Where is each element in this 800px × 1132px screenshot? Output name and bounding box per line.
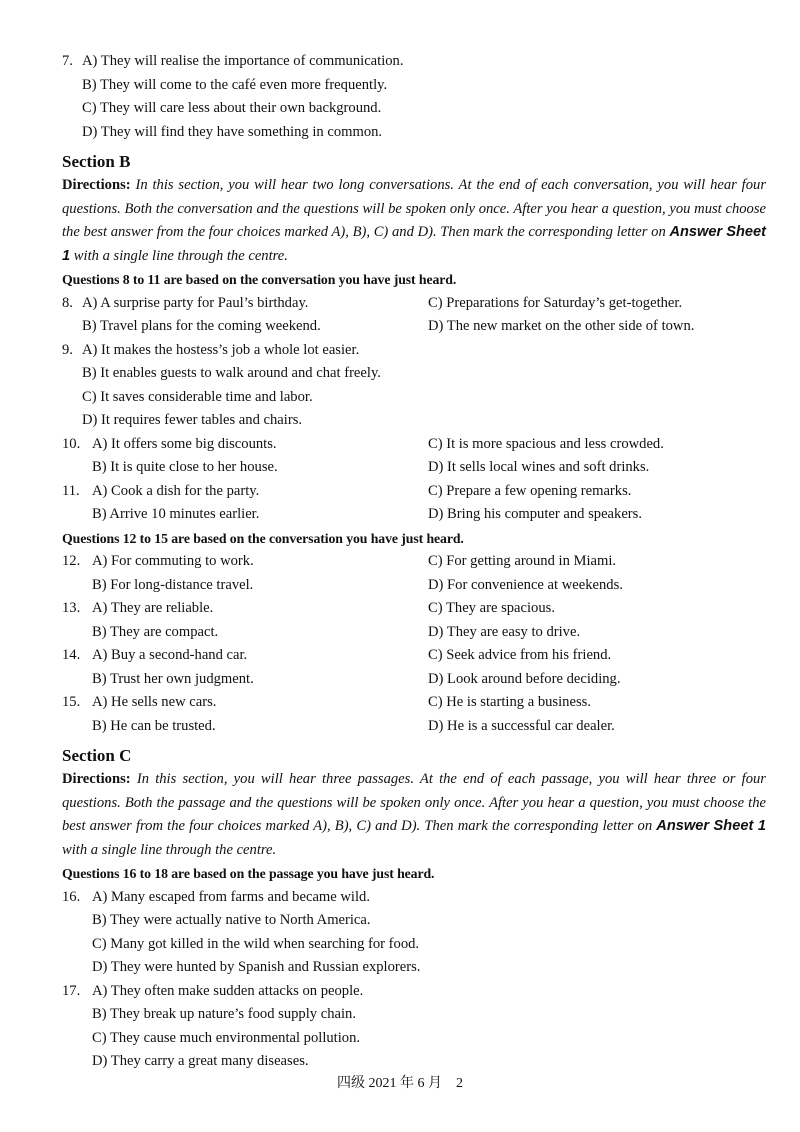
- option-a: A) Cook a dish for the party.: [92, 482, 260, 499]
- option-a: A) They often make sudden attacks on people.: [92, 982, 364, 999]
- option-b: B) They were actually native to North America.: [92, 912, 371, 928]
- question-number: 10.: [62, 435, 81, 452]
- option-b: B) Trust her own judgment.: [92, 670, 254, 687]
- option-b: B) Arrive 10 minutes earlier.: [92, 506, 260, 522]
- option-b: B) Travel plans for the coming weekend.: [82, 318, 321, 334]
- directions-text: In this section, you will hear three passages. At the end of each passage, you will hear three or four questions. Both the passage and the questions will be spoken only once. After you hear a question, you must choose the best answer from the four choices marked A), B), C) and D). Then mark the corresponding letter on: [62, 771, 766, 834]
- option-c: C) It saves considerable time and labor.: [82, 388, 313, 405]
- directions-text-end: with a single line through the centre.: [62, 841, 277, 858]
- directions-text-end: with a single line through the centre.: [73, 247, 288, 264]
- option-d: D) Bring his computer and speakers.: [428, 506, 642, 522]
- question-number: 17.: [62, 982, 81, 999]
- directions-text: In this section, you will hear two long conversations. At the end of each conversation, you will hear four questions. Both the conversation and the questions will be spoken only once. After you hear a question, you must choose the best answer from the four choices marked A), B), C) and D). Then mark the corresponding letter on: [62, 177, 766, 240]
- option-a: A) A surprise party for Paul’s birthday.: [82, 294, 309, 311]
- question-number: 14.: [62, 647, 81, 663]
- option-d: D) It sells local wines and soft drinks.: [428, 459, 650, 475]
- question-12: [62, 550, 766, 597]
- question-9: [62, 339, 766, 433]
- directions-label: Directions:: [62, 177, 131, 193]
- question-number: 8.: [62, 294, 73, 311]
- question-number: 13.: [62, 600, 81, 616]
- option-a: A) For commuting to work.: [92, 553, 254, 569]
- option-d: D) They are easy to drive.: [428, 623, 581, 640]
- option-a: A) Many escaped from farms and became wild.: [92, 888, 370, 905]
- questions-16-18-heading: Questions 16 to 18 are based on the passage you have just heard.: [62, 866, 435, 881]
- question-10: [62, 433, 766, 480]
- option-a: A) He sells new cars.: [92, 694, 217, 710]
- option-c: C) Prepare a few opening remarks.: [428, 482, 632, 499]
- option-c: C) For getting around in Miami.: [428, 553, 617, 569]
- option-d: D) It requires fewer tables and chairs.: [82, 412, 303, 428]
- option-a: A) They are reliable.: [92, 600, 214, 616]
- option-b: B) They are compact.: [92, 623, 219, 640]
- question-number: 11.: [62, 482, 80, 499]
- option-d: D) They were hunted by Spanish and Russian explorers.: [92, 959, 421, 975]
- question-number: 12.: [62, 553, 81, 569]
- section-b-title: Section B: [62, 152, 131, 171]
- answer-sheet-label: Answer Sheet 1: [62, 224, 767, 264]
- option-b: B) It is quite close to her house.: [92, 459, 278, 475]
- section-c-directions: [62, 768, 766, 862]
- option-c: C) Seek advice from his friend.: [428, 647, 612, 663]
- question-7: [62, 50, 766, 144]
- question-16: [62, 886, 766, 980]
- question-15: [62, 691, 766, 738]
- question-14: [62, 644, 766, 691]
- option-a: A) They will realise the importance of communication.: [82, 53, 404, 69]
- option-a: A) It makes the hostess’s job a whole lot easier.: [82, 341, 360, 358]
- option-b: B) They break up nature’s food supply chain.: [92, 1006, 356, 1022]
- directions-label: Directions:: [62, 771, 131, 787]
- option-a: A) Buy a second-hand car.: [92, 647, 248, 663]
- option-c: C) Preparations for Saturday’s get-together.: [428, 294, 683, 311]
- question-13: [62, 597, 766, 644]
- option-d: D) The new market on the other side of town.: [428, 318, 695, 334]
- option-c: C) He is starting a business.: [428, 694, 591, 710]
- question-17: [62, 980, 766, 1074]
- option-c: C) It is more spacious and less crowded.: [428, 435, 664, 452]
- questions-8-11-heading: Questions 8 to 11 are based on the conversation you have just heard.: [62, 272, 457, 287]
- option-d: D) They carry a great many diseases.: [92, 1053, 309, 1069]
- questions-12-15-heading: Questions 12 to 15 are based on the conversation you have just heard.: [62, 530, 464, 546]
- option-b: B) It enables guests to walk around and chat freely.: [82, 365, 381, 381]
- option-c: C) They cause much environmental pollution.: [92, 1029, 361, 1046]
- question-number: 15.: [62, 694, 81, 710]
- section-c-title: Section C: [62, 746, 132, 765]
- option-b: B) For long-distance travel.: [92, 576, 254, 593]
- option-b: B) He can be trusted.: [92, 717, 216, 734]
- exam-page: [62, 50, 766, 1074]
- section-b-directions: [62, 174, 766, 268]
- option-d: D) Look around before deciding.: [428, 670, 621, 687]
- question-number: 16.: [62, 888, 81, 905]
- question-number: 7.: [62, 53, 73, 69]
- option-c: C) They are spacious.: [428, 600, 555, 616]
- page-footer: 四级 2021 年 6 月 2: [337, 1076, 463, 1091]
- answer-sheet-label: Answer Sheet 1: [656, 818, 766, 834]
- question-11: [62, 480, 766, 527]
- question-number: 9.: [62, 341, 73, 358]
- option-a: A) It offers some big discounts.: [92, 435, 277, 452]
- option-b: B) They will come to the café even more frequently.: [82, 76, 388, 93]
- option-c: C) Many got killed in the wild when searching for food.: [92, 935, 420, 952]
- option-d: D) For convenience at weekends.: [428, 576, 623, 593]
- option-d: D) He is a successful car dealer.: [428, 717, 615, 734]
- option-c: C) They will care less about their own background.: [82, 100, 382, 116]
- question-8: [62, 292, 766, 339]
- option-d: D) They will find they have something in common.: [82, 123, 383, 140]
